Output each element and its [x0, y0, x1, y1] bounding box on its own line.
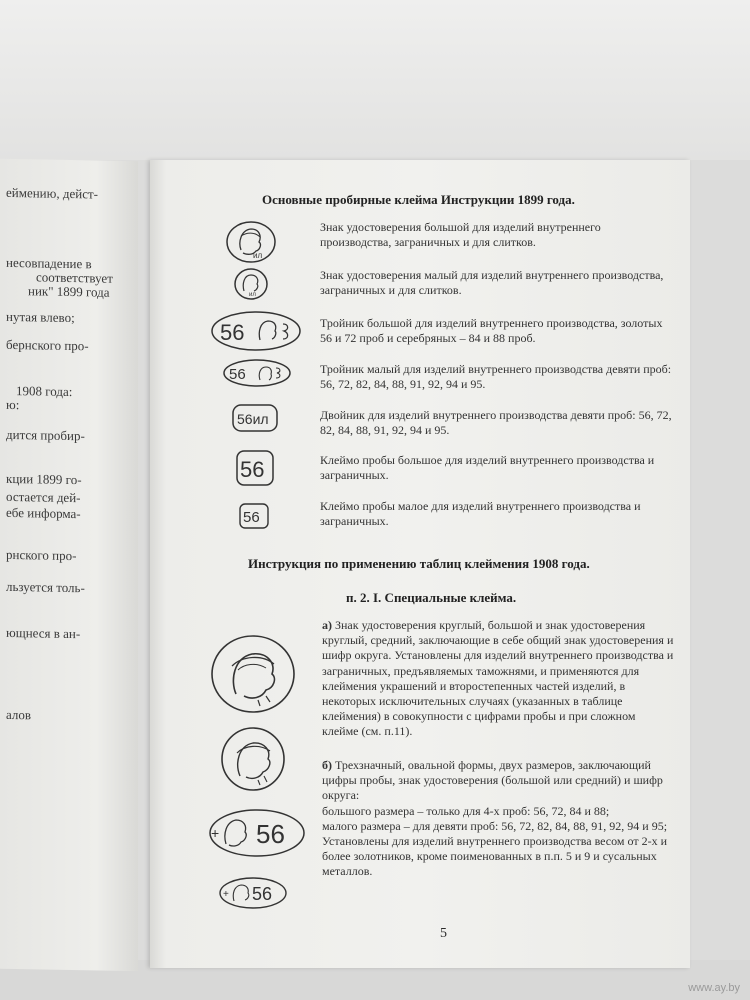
double-mark-numeral: 56ил: [237, 411, 269, 427]
left-line: ю:: [6, 396, 20, 413]
left-line: кции 1899 го-: [6, 470, 82, 488]
left-line: ник" 1899 года: [28, 283, 110, 300]
small-assay-mark-numeral: 56: [243, 509, 260, 526]
left-line: алов: [6, 706, 32, 723]
small-triple-mark-icon: [222, 358, 292, 388]
left-line: бернского про-: [6, 336, 89, 354]
left-line: несовпадение в: [6, 254, 92, 272]
left-line: льзуется толь-: [6, 578, 85, 596]
watermark: www.ay.by: [688, 982, 740, 994]
item-3-text: Тройник большой для изделий внутреннего производства, золотых 56 и 72 проб и серебряных – 84 и 88 проб.: [320, 316, 663, 345]
oval-large-mark-plus: +: [211, 825, 220, 841]
left-line: еймению, дейст-: [6, 184, 98, 202]
double-mark-icon: [232, 404, 278, 432]
small-assay-mark-icon: [239, 503, 269, 529]
svg-text:ил: ил: [249, 292, 256, 298]
left-line: ебе информа-: [6, 504, 81, 522]
left-page: [0, 159, 138, 971]
paragraph-b-large: большого размера – только для 4-х проб: 56, 72, 84 и 88;: [322, 803, 610, 818]
booklet-page: [150, 160, 690, 968]
item-4-text: Тройник малый для изделий внутреннего производства девяти проб: 56, 72, 82, 84, 88, 91, 92, 94 и 95.: [320, 362, 672, 391]
large-triple-mark-icon: [210, 310, 302, 352]
section-1-title: Основные пробирные клейма Инструкции 1899 года.: [262, 192, 575, 207]
page-number: 5: [440, 926, 447, 941]
background-wall: [0, 0, 750, 160]
left-line: соответствует: [36, 269, 113, 286]
item-7-text: Клеймо пробы малое для изделий внутреннего производства и заграничных.: [320, 499, 641, 528]
item-5-text: Двойник для изделий внутреннего производства девяти проб: 56, 72, 82, 84, 88, 91, 92, 94 и 95.: [320, 408, 672, 437]
paragraph-b-label: б): [322, 758, 332, 772]
left-line: рнского про-: [6, 546, 77, 564]
left-line: нутая влево;: [6, 308, 75, 326]
paragraph-a-label: а): [322, 618, 332, 632]
item-2-text: Знак удостоверения малый для изделий внутреннего производства, заграничных и для слитков.: [320, 268, 664, 297]
oval-small-mark-plus: +: [223, 889, 229, 900]
section-2-title: Инструкция по применению таблиц клеймения 1908 года.: [248, 556, 590, 571]
large-triple-mark-numeral: 56: [220, 320, 245, 345]
svg-text:ил: ил: [253, 251, 263, 260]
left-line: остается дей-: [6, 488, 81, 506]
paragraph-b: [322, 758, 674, 880]
large-head-mark-icon: [225, 220, 277, 264]
oval-large-triple-mark-icon: [208, 808, 306, 858]
large-assay-mark-numeral: 56: [240, 457, 265, 482]
section-2-subtitle: п. 2. I. Специальные клейма.: [346, 590, 517, 605]
paragraph-b-text: Трехзначный, овальной формы, двух размеров, заключающий цифры пробы, знак удостоверения (большой или средний) и шифр округа:: [322, 758, 663, 803]
oval-small-triple-mark-icon: [218, 876, 288, 910]
left-line: дится пробир-: [6, 426, 85, 444]
oval-small-mark-numeral: 56: [252, 884, 273, 904]
item-6-text: Клеймо пробы большое для изделий внутреннего производства и заграничных.: [320, 453, 655, 482]
small-head-mark-icon: [233, 267, 269, 301]
paragraph-b-note: Установлены для изделий внутреннего производства весом от 2-х и более золотников, кроме поименованных в п.п. 5 и 9 и сусальных металлов.: [322, 834, 667, 879]
small-triple-mark-numeral: 56: [229, 366, 246, 383]
left-line: ющнеся в ан-: [6, 624, 81, 642]
paragraph-b-small: малого размера – для девяти проб: 56, 72, 82, 84, 88, 91, 92, 94 и 95;: [322, 818, 668, 833]
round-medium-head-mark-icon: [220, 726, 286, 792]
oval-large-mark-numeral: 56: [256, 819, 285, 849]
item-1-text: Знак удостоверения большой для изделий внутреннего производства, заграничных и для слитков.: [320, 220, 601, 249]
round-large-head-mark-icon: [210, 634, 296, 714]
paragraph-a-text: Знак удостоверения круглый, большой и знак удостоверения круглый, средний, заключающие в себе общий знак удостоверения и шифр округа. Установлены для изделий внутреннего производства и заграничных, предъявляемых таможнями, и применяются для клеймения украшений и второстепенных частей изделий, в некоторых исключительных случаях (указанных в таблице клеймения) в совокупности с цифрами пробы и при сложном клейме (см. п.11).: [322, 618, 674, 739]
large-assay-mark-icon: [236, 450, 274, 486]
left-line: 1908 года:: [16, 383, 73, 400]
paragraph-a: [322, 618, 674, 740]
